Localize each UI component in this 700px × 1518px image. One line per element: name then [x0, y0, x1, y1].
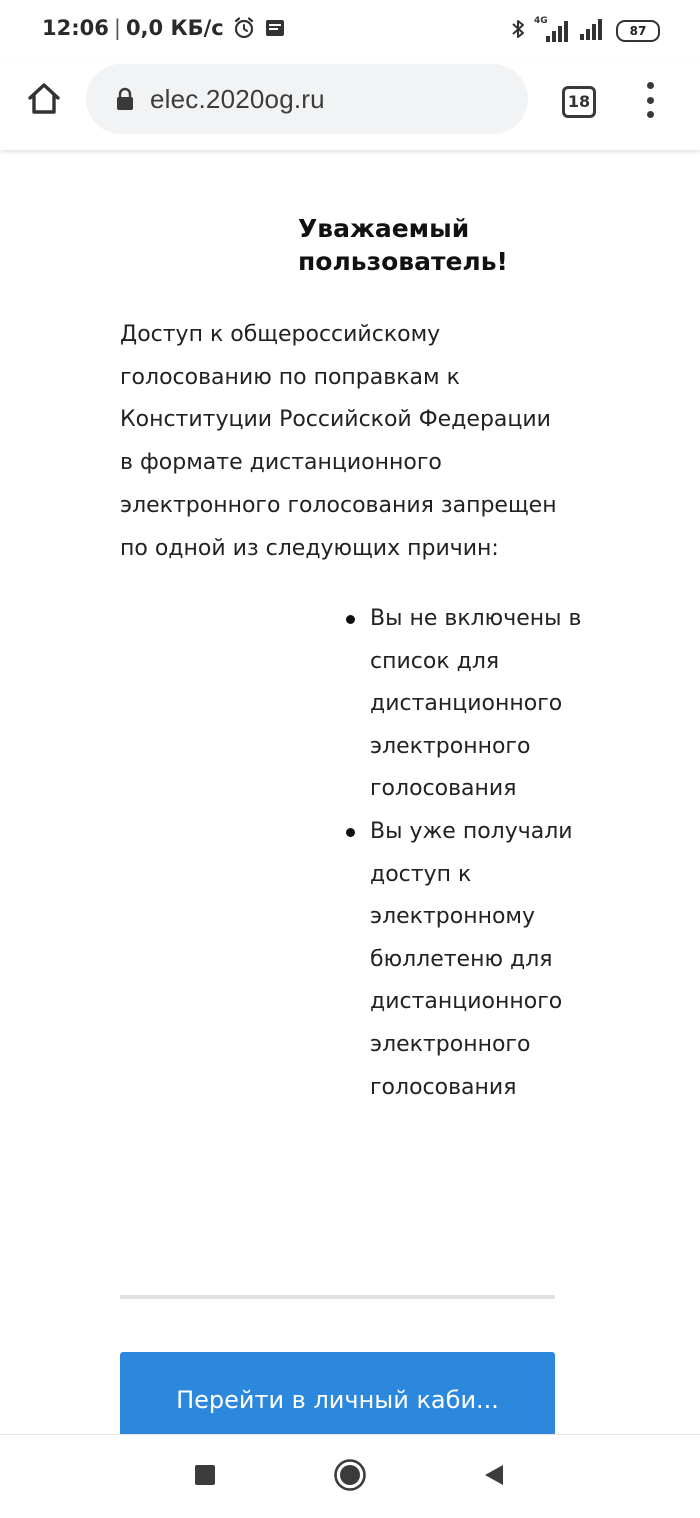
home-button[interactable] [24, 80, 64, 120]
browser-toolbar [0, 62, 700, 150]
system-nav-bar [0, 1434, 700, 1518]
home-icon [25, 79, 63, 121]
battery-level: 87 [629, 24, 647, 38]
more-menu-icon [647, 82, 654, 89]
lock-icon [116, 87, 134, 111]
page-title: Уважаемый пользователь! [298, 214, 508, 276]
home-circle-icon[interactable] [333, 1458, 367, 1492]
recent-apps-icon[interactable] [195, 1465, 215, 1485]
list-item: Вы не включены в список для дистанционного электронного голосования [344, 598, 594, 811]
back-icon[interactable] [482, 1463, 506, 1487]
list-item: Вы уже получали доступ к электронному бюллетеню для дистанционного электронного голосования [344, 811, 594, 1109]
reasons-list [344, 598, 594, 1109]
tabs-icon: 18 [567, 92, 591, 111]
battery-icon [616, 20, 660, 42]
more-menu-button[interactable] [640, 82, 660, 118]
status-time: 12:06 [42, 16, 109, 40]
address-bar[interactable] [86, 64, 528, 134]
url-text: elec.2020og.ru [150, 83, 325, 114]
more-menu-icon-dot [647, 97, 654, 104]
status-bar [0, 0, 700, 62]
alarm-icon [232, 16, 256, 40]
status-right [510, 16, 660, 46]
page-content [0, 150, 700, 1434]
divider [120, 1295, 555, 1299]
status-left [42, 16, 286, 40]
notification-icon [264, 17, 286, 39]
more-menu-icon-dot [647, 111, 654, 118]
intro-text: Доступ к общероссийскому голосованию по поправкам к Конституции Российской Федерации в формате дистанционного электронного голосования запрещен по одной из следующих причин: [120, 322, 557, 561]
status-net-speed: 0,0 КБ/с [125, 16, 224, 40]
network-type: 4G [534, 16, 548, 26]
signal-icon-2 [578, 16, 608, 46]
go-to-cabinet-button[interactable]: Перейти в личный каби... [120, 1352, 555, 1434]
signal-icon [534, 18, 570, 44]
tabs-button[interactable] [562, 86, 596, 118]
bluetooth-icon [510, 17, 526, 45]
status-separator: | [113, 16, 121, 40]
